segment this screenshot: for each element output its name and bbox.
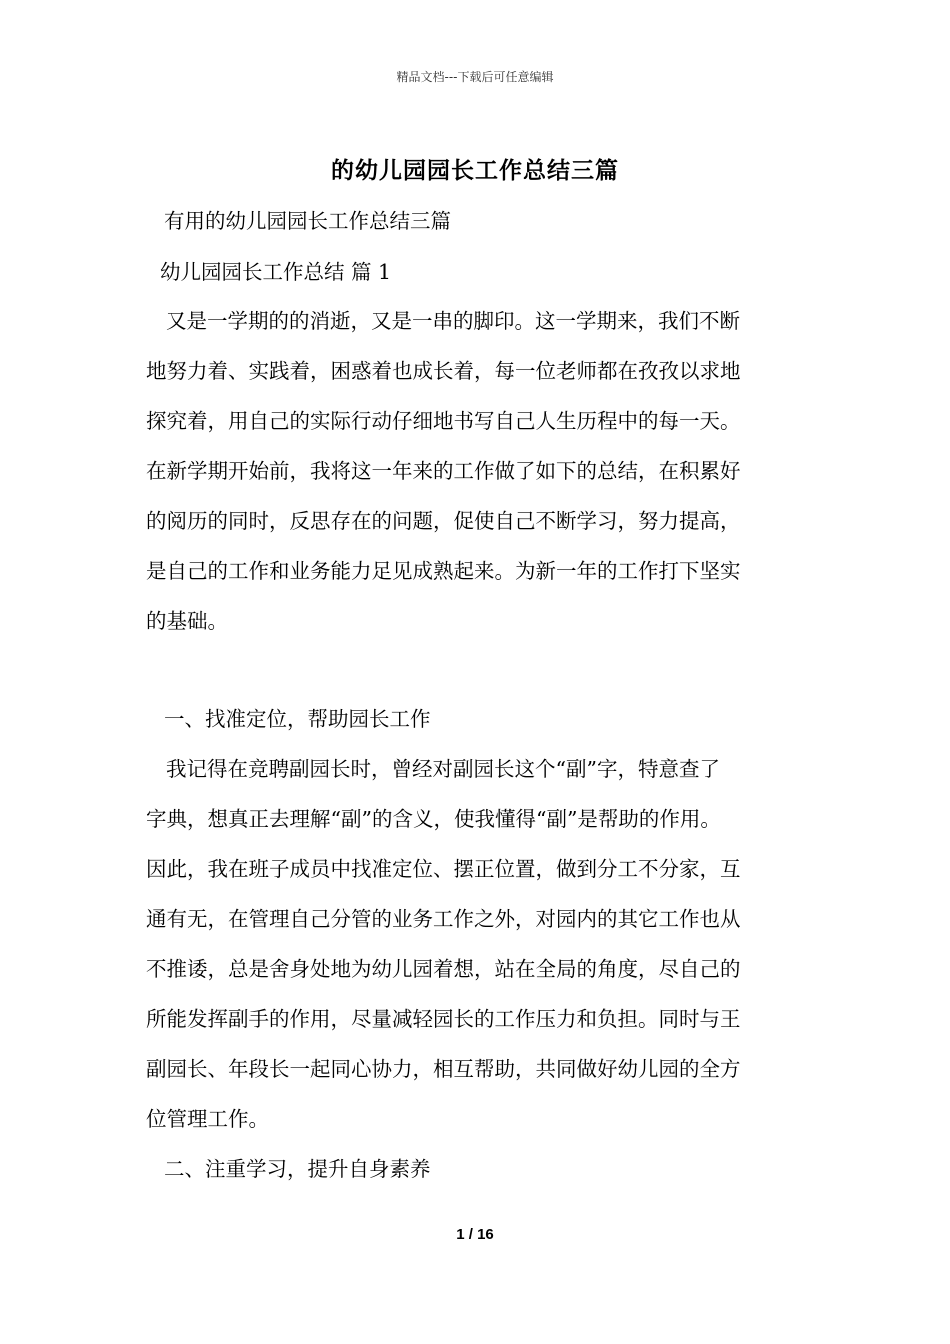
subtitle-line: 有用的幼儿园园长工作总结三篇 (164, 209, 451, 233)
paragraph-line: 不推诿，总是舍身处地为幼儿园着想，站在全局的角度，尽自己的 (146, 957, 741, 981)
document-title: 的幼儿园园长工作总结三篇 (331, 157, 619, 184)
paragraph-line: 所能发挥副手的作用，尽量减轻园长的工作压力和负担。同时与王 (146, 1007, 741, 1031)
paragraph-line: 的基础。 (146, 609, 228, 633)
paragraph-line: 又是一学期的的消逝，又是一串的脚印。这一学期来，我们不断 (166, 309, 740, 333)
paragraph-line: 探究着，用自己的实际行动仔细地书写自己人生历程中的每一天。 (146, 409, 741, 433)
paragraph-line: 通有无，在管理自己分管的业务工作之外，对园内的其它工作也从 (146, 907, 741, 931)
header-note: 精品文档---下载后可任意编辑 (396, 70, 554, 84)
paragraph-line: 我记得在竞聘副园长时，曾经对副园长这个“副”字，特意查了 (166, 757, 720, 781)
paragraph-line: 在新学期开始前，我将这一年来的工作做了如下的总结，在积累好 (146, 459, 741, 483)
paragraph-line: 的阅历的同时，反思存在的问题，促使自己不断学习，努力提高， (146, 509, 741, 533)
section-heading: 幼儿园园长工作总结 篇 1 (160, 260, 392, 284)
paragraph-line: 副园长、年段长一起同心协力，相互帮助，共同做好幼儿园的全方 (146, 1057, 741, 1081)
paragraph-line: 是自己的工作和业务能力足见成熟起来。为新一年的工作打下坚实 (146, 559, 741, 583)
paragraph-line: 因此，我在班子成员中找准定位、摆正位置，做到分工不分家，互 (146, 857, 741, 881)
page-number: 1 / 16 (456, 1226, 494, 1243)
section-heading: 一、找准定位，帮助园长工作 (164, 707, 431, 731)
paragraph-line: 位管理工作。 (146, 1107, 269, 1131)
paragraph-line: 字典，想真正去理解“副”的含义，使我懂得“副”是帮助的作用。 (146, 807, 721, 831)
paragraph-line: 地努力着、实践着，困惑着也成长着，每一位老师都在孜孜以求地 (146, 359, 741, 383)
section-heading: 二、注重学习，提升自身素养 (164, 1157, 431, 1181)
